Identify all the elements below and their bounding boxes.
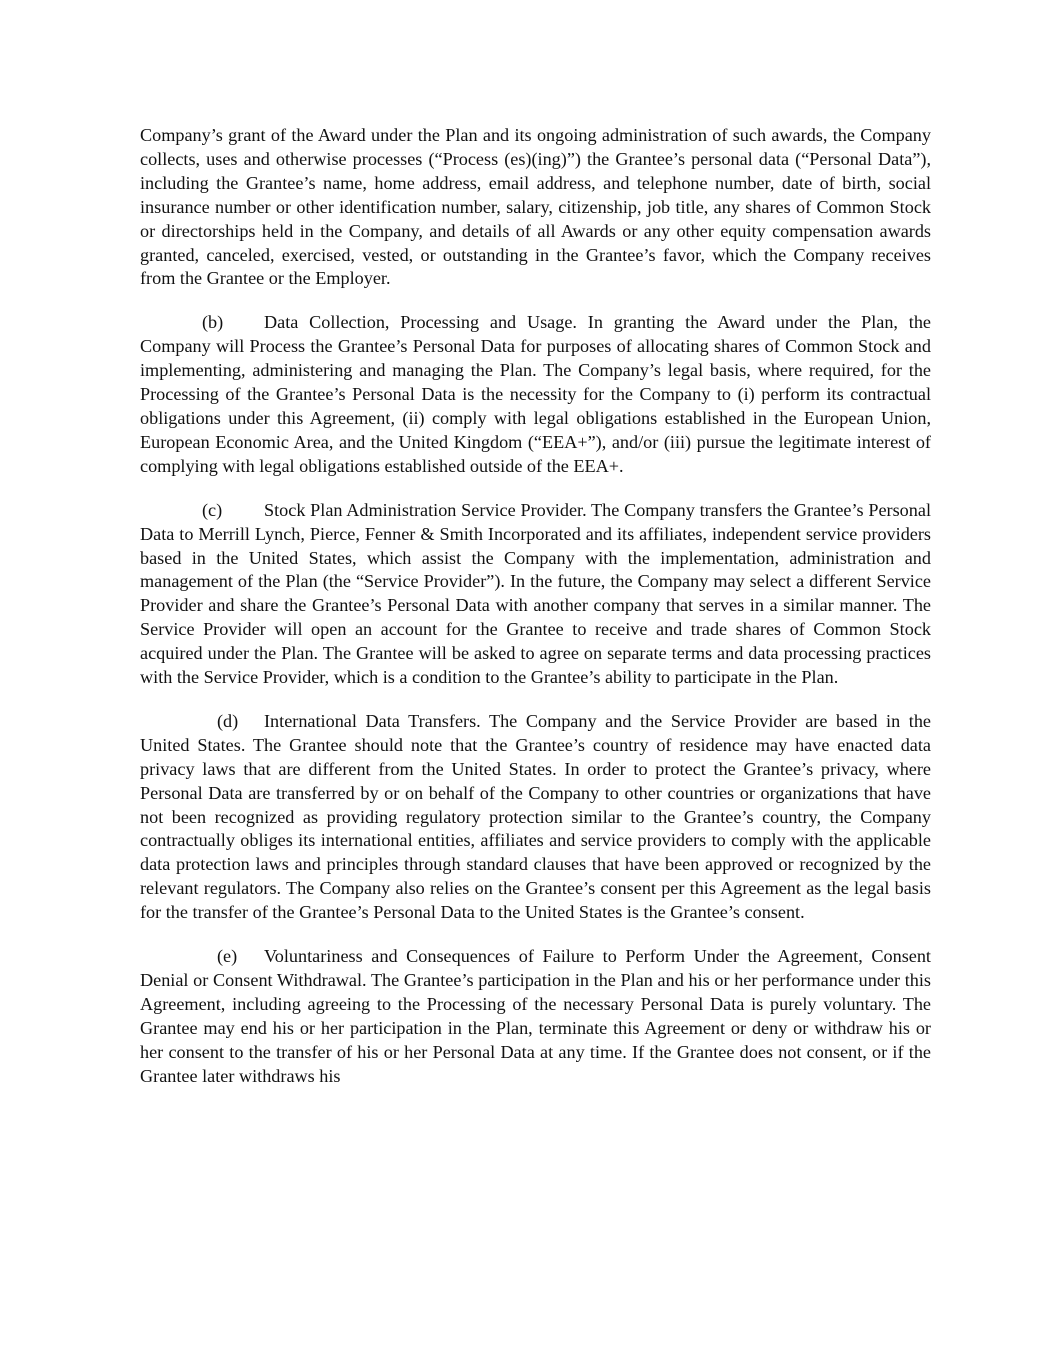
paragraph-b-data-collection (140, 311, 931, 478)
paragraph-intro (140, 124, 931, 291)
paragraph-text: Voluntariness and Consequences of Failure to Perform Under the Agreement, Consent Denial or Consent Withdrawal. The Grantee’s participation in the Plan and his or her performance under this Agreement, including agreeing to the Processing of the necessary Personal Data is purely voluntary. The Grantee may end his or her participation in the Plan, terminate this Agreement or deny or withdraw his or her consent to the transfer of his or her Personal Data at any time. If the Grantee does not consent, or if the Grantee later withdraws his (140, 946, 931, 1086)
paragraph-c-service-provider (140, 499, 931, 690)
paragraph-marker: (c) (202, 499, 223, 520)
paragraph-text: International Data Transfers. The Company and the Service Provider are based in the United States. The Grantee should note that the Grantee’s country of residence may have enacted data privacy laws that are different from the United States. In order to protect the Grantee’s privacy, where Personal Data are transferred by or on behalf of the Company to other countries or organizations that have not been recognized as providing regulatory protection similar to the Grantee’s country, the Company contractually obliges its international entities, affiliates and service providers to comply with the applicable data protection laws and principles through standard clauses that have been approved or recognized by the relevant regulators. The Company also relies on the Grantee’s consent per this Agreement as the legal basis for the transfer of the Grantee’s Personal Data to the United States is the Grantee’s consent. (140, 710, 931, 923)
paragraph-text: Data Collection, Processing and Usage. In granting the Award under the Plan, the Company will Process the Grantee’s Personal Data for purposes of allocating shares of Common Stock and implementing, administering and managing the Plan. The Company’s legal basis, where required, for the Processing of the Grantee’s Personal Data is the necessity for the Company to (i) perform its contractual obligations under this Agreement, (ii) comply with legal obligations established in the European Union, European Economic Area, and the United Kingdom (“EEA+”), and/or (iii) pursue the legitimate interest of complying with legal obligations established outside of the EEA+. (140, 312, 931, 476)
paragraph-e-voluntariness (140, 945, 931, 1088)
paragraph-text: Company’s grant of the Award under the Plan and its ongoing administration of such awards, the Company collects, uses and otherwise processes (“Process (es)(ing)”) the Grantee’s personal data (“Personal Data”), including the Grantee’s name, home address, email address, and telephone number, date of birth, social insurance number or other identification number, salary, citizenship, job title, any shares of Common Stock or directorships held in the Company, and details of all Awards or any other equity compensation awards granted, canceled, exercised, vested, or outstanding in the Grantee’s favor, which the Company receives from the Grantee or the Employer. (140, 125, 931, 289)
paragraph-d-international-transfers (140, 710, 931, 925)
document-page (140, 124, 931, 1109)
paragraph-marker: (b) (202, 312, 224, 333)
paragraph-text: Stock Plan Administration Service Provider. The Company transfers the Grantee’s Personal Data to Merrill Lynch, Pierce, Fenner & Smith Incorporated and its affiliates, independent service providers based in the United States, which assist the Company with the implementation, administration and management of the Plan (the “Service Provider”). In the future, the Company may select a different Service Provider and share the Grantee’s Personal Data with another company that serves in a similar manner. The Service Provider will open an account for the Grantee to receive and trade shares of Common Stock acquired under the Plan. The Grantee will be asked to agree on separate terms and data processing practices with the Service Provider, which is a condition to the Grantee’s ability to participate in the Plan. (140, 499, 931, 688)
paragraph-marker: (d) (217, 710, 239, 731)
paragraph-marker: (e) (217, 946, 238, 967)
